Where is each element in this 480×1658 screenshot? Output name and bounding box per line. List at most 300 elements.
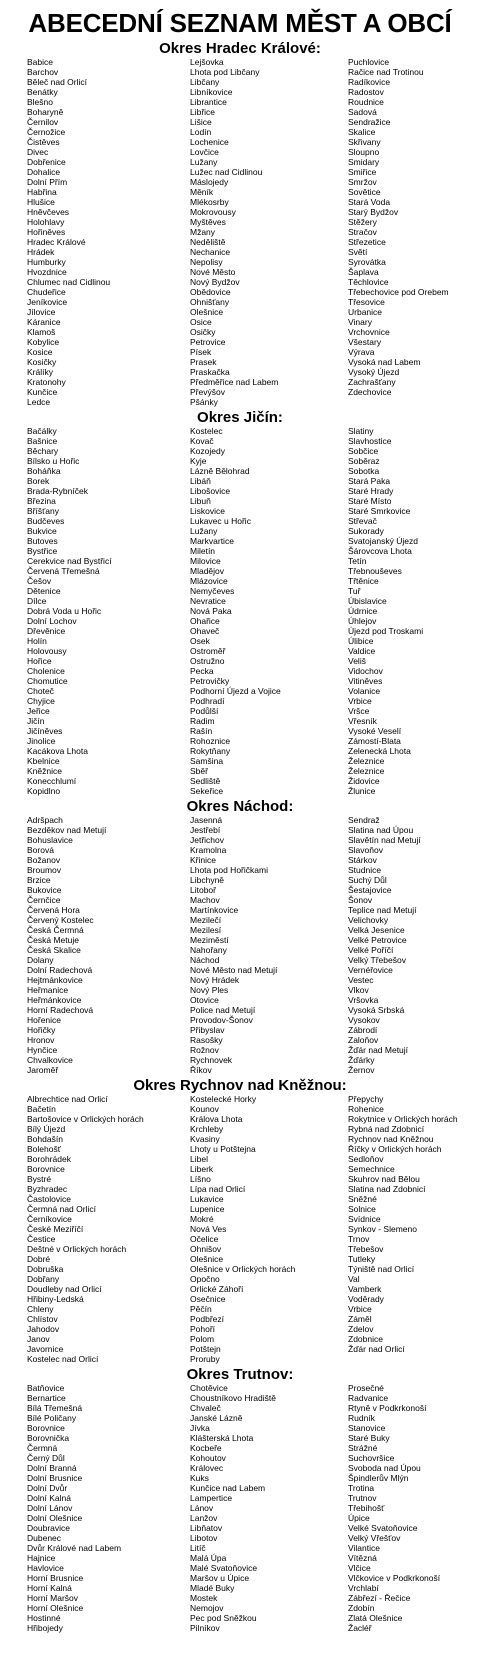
- municipality-name: Milovice: [190, 556, 221, 566]
- municipality-name: Újezd pod Troskami: [348, 626, 424, 636]
- municipality-name: České Meziříčí: [27, 1224, 84, 1234]
- municipality-name: Vlčice: [348, 1563, 371, 1573]
- municipality-name: Liskovice: [190, 506, 225, 516]
- municipality-name: Přepychy: [348, 1094, 384, 1104]
- municipality-name: Česká Čermná: [27, 925, 84, 935]
- municipality-name: Červená Třemešná: [27, 566, 100, 576]
- municipality-name: Smidary: [348, 157, 380, 167]
- municipality-name: Rokytňany: [190, 746, 231, 756]
- municipality-name: Chyjice: [27, 696, 55, 706]
- municipality-name: Dětenice: [27, 586, 61, 596]
- municipality-name: Libotov: [190, 1533, 218, 1543]
- municipality-name: Slatiny: [348, 426, 374, 436]
- municipality-name: Dílce: [27, 596, 47, 606]
- municipality-name: Sedliště: [190, 776, 221, 786]
- municipality-name: Rašín: [190, 726, 213, 736]
- municipality-name: Horní Maršov: [27, 1593, 79, 1603]
- municipality-name: Žlunice: [348, 786, 376, 796]
- municipality-name: Úlibice: [348, 636, 374, 646]
- municipality-name: Libel: [190, 1154, 208, 1164]
- municipality-name: Hvozdnice: [27, 267, 67, 277]
- municipality-name: Bašnice: [27, 436, 58, 446]
- district-columns: [0, 815, 480, 1075]
- municipality-name: Jičín: [27, 716, 45, 726]
- municipality-name: Mladějov: [190, 566, 225, 576]
- municipality-name: Lužany: [190, 526, 218, 536]
- municipality-name: Týniště nad Orlicí: [348, 1264, 415, 1274]
- municipality-name: Sedloňov: [348, 1154, 384, 1164]
- municipality-name: Meziměstí: [190, 935, 229, 945]
- municipality-name: Radíkovice: [348, 77, 391, 87]
- municipality-name: Říkov: [190, 1065, 212, 1075]
- municipality-name: Dubenec: [27, 1533, 62, 1543]
- municipality-name: Kunčice: [27, 387, 58, 397]
- municipality-name: Lázně Bělohrad: [190, 466, 250, 476]
- municipality-name: Kunčice nad Labem: [190, 1483, 266, 1493]
- municipality-name: Lupenice: [190, 1204, 225, 1214]
- municipality-name: Osek: [190, 636, 210, 646]
- municipality-name: Staré Smrkovice: [348, 506, 411, 516]
- municipality-name: Borovnice: [27, 1164, 65, 1174]
- municipality-name: Dřevěnice: [27, 626, 66, 636]
- municipality-column: [348, 815, 480, 1075]
- municipality-name: Čestice: [27, 1234, 56, 1244]
- municipality-name: Bolehošť: [27, 1144, 61, 1154]
- municipality-name: Kostelec: [190, 426, 223, 436]
- municipality-name: Nová Ves: [190, 1224, 227, 1234]
- municipality-name: Malá Úpa: [190, 1553, 227, 1563]
- municipality-name: Chlumec nad Cidlinou: [27, 277, 111, 287]
- municipality-name: Tuř: [348, 586, 361, 596]
- municipality-name: Mokrovousy: [190, 207, 236, 217]
- district-heading: Okres Trutnov:: [186, 1366, 294, 1383]
- municipality-name: Kramolna: [190, 845, 227, 855]
- municipality-name: Jasenná: [190, 815, 223, 825]
- municipality-name: Pecka: [190, 666, 214, 676]
- municipality-name: Černilov: [27, 117, 59, 127]
- municipality-name: Vlčkovice v Podkrkonoší: [348, 1573, 441, 1583]
- municipality-name: Roudnice: [348, 97, 384, 107]
- municipality-name: Sněžné: [348, 1194, 377, 1204]
- municipality-name: Dolní Lánov: [27, 1503, 73, 1513]
- municipality-name: Semechnice: [348, 1164, 395, 1174]
- municipality-name: Zlatá Olešnice: [348, 1613, 403, 1623]
- municipality-column: [348, 426, 480, 796]
- municipality-name: Slavětín nad Metují: [348, 835, 421, 845]
- municipality-name: Tetín: [348, 556, 367, 566]
- municipality-column: [190, 1383, 348, 1633]
- municipality-name: Kocbeře: [190, 1443, 222, 1453]
- municipality-name: Rudník: [348, 1413, 375, 1423]
- municipality-name: Lukavice: [190, 1194, 224, 1204]
- municipality-name: Divec: [27, 147, 49, 157]
- municipality-name: Žďár nad Orlicí: [348, 1344, 405, 1354]
- municipality-name: Šárovcova Lhota: [348, 546, 412, 556]
- municipality-name: Dolní Branná: [27, 1463, 77, 1473]
- municipality-name: Račice nad Trotinou: [348, 67, 424, 77]
- district-columns: [0, 426, 480, 796]
- municipality-name: Bílsko u Hořic: [27, 456, 80, 466]
- municipality-name: Hostinné: [27, 1613, 61, 1623]
- municipality-name: Opočno: [190, 1274, 220, 1284]
- municipality-name: Úbislavice: [348, 596, 387, 606]
- municipality-name: Bohdašín: [27, 1134, 63, 1144]
- municipality-name: Holín: [27, 636, 47, 646]
- municipality-name: Písek: [190, 347, 212, 357]
- municipality-name: Litoboř: [190, 885, 216, 895]
- municipality-name: Lampertice: [190, 1493, 233, 1503]
- municipality-name: Nové Město: [190, 267, 236, 277]
- municipality-name: Jahodov: [27, 1324, 60, 1334]
- municipality-name: Slavhostice: [348, 436, 392, 446]
- municipality-name: Nemojov: [190, 1603, 224, 1613]
- municipality-name: Hořičky: [27, 1025, 56, 1035]
- district-heading: Okres Jičín:: [197, 409, 283, 426]
- municipality-name: Kounov: [190, 1104, 219, 1114]
- municipality-name: Potštejn: [190, 1344, 221, 1354]
- municipality-name: Svoboda nad Úpou: [348, 1463, 421, 1473]
- municipality-name: Olešnice: [190, 1254, 224, 1264]
- municipality-name: Bystré: [27, 1174, 52, 1184]
- municipality-name: Velký Třebešov: [348, 955, 406, 965]
- municipality-column: [348, 1094, 480, 1364]
- municipality-name: Sendraž: [348, 815, 380, 825]
- municipality-name: Radostov: [348, 87, 384, 97]
- municipality-name: Horní Brusnice: [27, 1573, 84, 1583]
- municipality-name: Křinice: [190, 855, 216, 865]
- municipality-column: [348, 1383, 480, 1633]
- municipality-name: Zdelov: [348, 1324, 374, 1334]
- municipality-name: Sobčice: [348, 446, 379, 456]
- municipality-name: Čermná nad Orlicí: [27, 1204, 96, 1214]
- municipality-name: Červený Kostelec: [27, 915, 94, 925]
- municipality-name: Martínkovice: [190, 905, 239, 915]
- district-columns: [0, 57, 480, 407]
- municipality-name: Skalice: [348, 127, 376, 137]
- municipality-name: Kyje: [190, 456, 207, 466]
- municipality-column: [0, 815, 190, 1075]
- municipality-name: Bartošovice v Orlických horách: [27, 1114, 144, 1124]
- municipality-name: Lovčice: [190, 147, 219, 157]
- municipality-name: Dolní Brusnice: [27, 1473, 83, 1483]
- municipality-name: Sloupno: [348, 147, 380, 157]
- municipality-name: Butoves: [27, 536, 58, 546]
- municipality-name: Vrbice: [348, 1304, 372, 1314]
- municipality-name: Proruby: [190, 1354, 220, 1364]
- municipality-name: Batňovice: [27, 1383, 65, 1393]
- municipality-name: Dobrá Voda u Hořic: [27, 606, 102, 616]
- municipality-name: Vysoká Srbská: [348, 1005, 405, 1015]
- municipality-name: Ledce: [27, 397, 51, 407]
- municipality-name: Šonov: [348, 895, 373, 905]
- municipality-name: Čermná: [27, 1443, 58, 1453]
- municipality-name: Mezilečí: [190, 915, 222, 925]
- municipality-name: Holovousy: [27, 646, 67, 656]
- municipality-name: Lužec nad Cidlinou: [190, 167, 263, 177]
- municipality-name: Myštěves: [190, 217, 226, 227]
- municipality-name: Horní Radechová: [27, 1005, 94, 1015]
- municipality-name: Rychnov nad Kněžnou: [348, 1134, 434, 1144]
- municipality-name: Litíč: [190, 1543, 206, 1553]
- municipality-name: Vamberk: [348, 1284, 382, 1294]
- municipality-name: Klášterská Lhota: [190, 1433, 254, 1443]
- municipality-name: Hřibiny-Ledská: [27, 1294, 84, 1304]
- municipality-name: Markvartice: [190, 536, 234, 546]
- municipality-name: Soběraz: [348, 456, 380, 466]
- municipality-name: Holohlavy: [27, 217, 65, 227]
- municipality-name: Kozojedy: [190, 446, 225, 456]
- municipality-name: Červená Hora: [27, 905, 80, 915]
- municipality-name: Osice: [190, 317, 212, 327]
- municipality-name: Voděrady: [348, 1294, 384, 1304]
- municipality-name: Zdechovice: [348, 387, 392, 397]
- municipality-name: Žacléř: [348, 1623, 372, 1633]
- municipality-name: Rychnovek: [190, 1055, 233, 1065]
- municipality-name: Češov: [27, 576, 52, 586]
- municipality-name: Černožice: [27, 127, 66, 137]
- municipality-name: Malé Svatoňovice: [190, 1563, 258, 1573]
- municipality-name: Mokré: [190, 1214, 214, 1224]
- municipality-name: Pilníkov: [190, 1623, 220, 1633]
- municipality-name: Bezděkov nad Metují: [27, 825, 107, 835]
- municipality-column: [0, 1383, 190, 1633]
- municipality-name: Javornice: [27, 1344, 64, 1354]
- municipality-name: Střevač: [348, 516, 377, 526]
- district-heading: Okres Náchod:: [186, 798, 294, 815]
- municipality-name: Lejšovka: [190, 57, 224, 67]
- municipality-name: Údrnice: [348, 606, 378, 616]
- municipality-name: Rtyně v Podkrkonoší: [348, 1403, 427, 1413]
- municipality-name: Lišice: [190, 117, 212, 127]
- municipality-name: Neděliště: [190, 237, 226, 247]
- municipality-name: Podhradí: [190, 696, 225, 706]
- municipality-name: Budčeves: [27, 516, 65, 526]
- municipality-name: Vidochov: [348, 666, 383, 676]
- municipality-name: Doubravice: [27, 1523, 70, 1533]
- municipality-name: Vrbice: [348, 696, 372, 706]
- municipality-name: Bačálky: [27, 426, 57, 436]
- municipality-name: Mezilesí: [190, 925, 222, 935]
- municipality-name: Lochenice: [190, 137, 229, 147]
- municipality-name: Březina: [27, 496, 56, 506]
- municipality-name: Přibyslav: [190, 1025, 225, 1035]
- municipality-name: Předměřice nad Labem: [190, 377, 279, 387]
- municipality-column: [0, 426, 190, 796]
- municipality-name: Chlístov: [27, 1314, 58, 1324]
- municipality-name: Adršpach: [27, 815, 63, 825]
- municipality-name: Rasošky: [190, 1035, 223, 1045]
- municipality-name: Libuň: [190, 496, 211, 506]
- municipality-name: Ostružno: [190, 656, 225, 666]
- municipality-name: Hněvčeves: [27, 207, 70, 217]
- municipality-name: Dolní Olešnice: [27, 1513, 83, 1523]
- municipality-name: Kacákova Lhota: [27, 746, 88, 756]
- municipality-name: Konecchlumí: [27, 776, 77, 786]
- municipality-name: Bílý Újezd: [27, 1124, 66, 1134]
- municipality-name: Smržov: [348, 177, 377, 187]
- municipality-name: Velké Petrovice: [348, 935, 407, 945]
- municipality-name: Ohnišťany: [190, 297, 230, 307]
- municipality-name: Královec: [190, 1463, 224, 1473]
- municipality-name: Sovětice: [348, 187, 381, 197]
- municipality-name: Dolní Přím: [27, 177, 68, 187]
- municipality-name: Sobotka: [348, 466, 380, 476]
- municipality-name: Třebnouševes: [348, 566, 402, 576]
- municipality-name: Kobylice: [27, 337, 60, 347]
- municipality-name: Králova Lhota: [190, 1114, 243, 1124]
- municipality-name: Cerekvice nad Bystřicí: [27, 556, 112, 566]
- municipality-name: Provodov-Šonov: [190, 1015, 253, 1025]
- municipality-name: Dobřany: [27, 1274, 60, 1284]
- municipality-name: Pohoří: [190, 1324, 216, 1334]
- municipality-name: Doudleby nad Orlicí: [27, 1284, 102, 1294]
- municipality-name: Chleny: [27, 1304, 54, 1314]
- municipality-name: Osečnice: [190, 1294, 226, 1304]
- municipality-name: Klamoš: [27, 327, 56, 337]
- municipality-name: Albrechtice nad Orlicí: [27, 1094, 108, 1104]
- municipality-name: Trutnov: [348, 1493, 377, 1503]
- municipality-name: Mlékosrby: [190, 197, 229, 207]
- municipality-name: Běleč nad Orlicí: [27, 77, 87, 87]
- municipality-name: Hynčice: [27, 1045, 58, 1055]
- municipality-name: Benátky: [27, 87, 58, 97]
- municipality-name: Slatina nad Zdobnicí: [348, 1184, 426, 1194]
- municipality-name: Urbanice: [348, 307, 383, 317]
- municipality-name: Žďárky: [348, 1055, 375, 1065]
- municipality-name: Smiřice: [348, 167, 377, 177]
- municipality-name: Záměl: [348, 1314, 372, 1324]
- municipality-name: Čistěves: [27, 137, 60, 147]
- municipality-name: Habřina: [27, 187, 57, 197]
- municipality-name: Choustníkovo Hradiště: [190, 1393, 276, 1403]
- municipality-name: Třesovice: [348, 297, 385, 307]
- municipality-name: Bystřice: [27, 546, 58, 556]
- municipality-name: Nemyčeves: [190, 586, 235, 596]
- municipality-name: Volanice: [348, 686, 381, 696]
- municipality-name: Staré Hrady: [348, 486, 394, 496]
- municipality-name: Mostek: [190, 1593, 218, 1603]
- municipality-name: Dobruška: [27, 1264, 64, 1274]
- municipality-name: Kvasiny: [190, 1134, 220, 1144]
- municipality-name: Stará Voda: [348, 197, 391, 207]
- municipality-name: Jičíněves: [27, 726, 63, 736]
- municipality-name: Kosičky: [27, 357, 57, 367]
- municipality-name: Borohrádek: [27, 1154, 71, 1164]
- municipality-name: Vysoké Veselí: [348, 726, 402, 736]
- municipality-name: Kuks: [190, 1473, 209, 1483]
- municipality-name: Žďár nad Metují: [348, 1045, 409, 1055]
- municipality-name: Miletín: [190, 546, 216, 556]
- municipality-name: Jinolice: [27, 736, 56, 746]
- district-heading: Okres Rychnov nad Kněžnou:: [133, 1077, 347, 1094]
- page-title: ABECEDNÍ SEZNAM MĚST A OBCÍ: [28, 8, 452, 38]
- municipality-name: Sekeřice: [190, 786, 224, 796]
- municipality-name: Chvaleč: [190, 1403, 221, 1413]
- municipality-name: Běchary: [27, 446, 59, 456]
- municipality-name: Špindlerův Mlýn: [348, 1473, 409, 1483]
- municipality-name: Hlušice: [27, 197, 55, 207]
- municipality-name: Kostelecké Horky: [190, 1094, 257, 1104]
- municipality-name: Rokytnice v Orlických horách: [348, 1114, 458, 1124]
- municipality-name: Staré Buky: [348, 1433, 390, 1443]
- municipality-name: Stará Paka: [348, 476, 391, 486]
- municipality-name: Vestec: [348, 975, 374, 985]
- municipality-name: Vysoká nad Labem: [348, 357, 421, 367]
- municipality-name: Dvůr Králové nad Labem: [27, 1543, 122, 1553]
- municipality-name: Pěčín: [190, 1304, 212, 1314]
- municipality-name: Suchý Důl: [348, 875, 387, 885]
- page: [0, 8, 480, 1658]
- municipality-name: Židovice: [348, 776, 380, 786]
- municipality-name: Lodín: [190, 127, 212, 137]
- municipality-column: [0, 57, 190, 407]
- municipality-name: Libáň: [190, 476, 211, 486]
- municipality-name: Radim: [190, 716, 215, 726]
- municipality-name: Tutleky: [348, 1254, 376, 1264]
- municipality-name: Bílé Poličany: [27, 1413, 77, 1423]
- municipality-name: Hořenice: [27, 1015, 62, 1025]
- districts-list: [0, 40, 480, 1633]
- municipality-name: Vršovka: [348, 995, 379, 1005]
- municipality-name: Brzice: [27, 875, 51, 885]
- municipality-name: Janov: [27, 1334, 50, 1344]
- municipality-name: Železnice: [348, 766, 385, 776]
- municipality-name: Staré Místo: [348, 496, 392, 506]
- municipality-name: Broumov: [27, 865, 62, 875]
- municipality-name: Lípa nad Orlicí: [190, 1184, 246, 1194]
- municipality-name: Všestary: [348, 337, 382, 347]
- municipality-name: Zámostí-Blata: [348, 736, 401, 746]
- district-section: [0, 1077, 480, 1364]
- municipality-name: Stračov: [348, 227, 377, 237]
- municipality-name: Káranice: [27, 317, 61, 327]
- municipality-name: Veliš: [348, 656, 366, 666]
- municipality-name: Vysoký Újezd: [348, 367, 400, 377]
- municipality-name: Sendražice: [348, 117, 391, 127]
- municipality-name: Horní Olešnice: [27, 1603, 84, 1613]
- municipality-name: Chvalkovice: [27, 1055, 73, 1065]
- municipality-name: Dobřenice: [27, 157, 66, 167]
- municipality-name: Olešnice: [190, 307, 224, 317]
- municipality-name: Ohaveč: [190, 626, 220, 636]
- municipality-name: Dolní Radechová: [27, 965, 93, 975]
- municipality-name: Strážné: [348, 1443, 378, 1453]
- municipality-name: Libníkovice: [190, 87, 233, 97]
- municipality-name: Puchlovice: [348, 57, 390, 67]
- municipality-name: Skřivany: [348, 137, 381, 147]
- municipality-name: Podhorní Újezd a Vojice: [190, 686, 281, 696]
- municipality-name: Maršov u Úpice: [190, 1573, 250, 1583]
- municipality-name: Ohnišov: [190, 1244, 222, 1254]
- municipality-name: Náchod: [190, 955, 220, 965]
- municipality-name: Bukovice: [27, 885, 62, 895]
- municipality-name: Častolovice: [27, 1194, 71, 1204]
- municipality-name: Třebešov: [348, 1244, 384, 1254]
- municipality-name: Lhota pod Libčany: [190, 67, 260, 77]
- municipality-column: [190, 1094, 348, 1364]
- municipality-name: Lhoty u Potštejna: [190, 1144, 256, 1154]
- municipality-name: Syrovátka: [348, 257, 386, 267]
- municipality-name: Borovnička: [27, 1433, 70, 1443]
- municipality-name: Dolany: [27, 955, 54, 965]
- district-columns: [0, 1094, 480, 1364]
- municipality-name: Česká Skalice: [27, 945, 81, 955]
- municipality-name: Stěžery: [348, 217, 377, 227]
- municipality-name: Dohalice: [27, 167, 61, 177]
- municipality-name: Brada-Rybníček: [27, 486, 88, 496]
- municipality-name: Svatojanský Újezd: [348, 536, 418, 546]
- municipality-name: Orlické Záhoří: [190, 1284, 244, 1294]
